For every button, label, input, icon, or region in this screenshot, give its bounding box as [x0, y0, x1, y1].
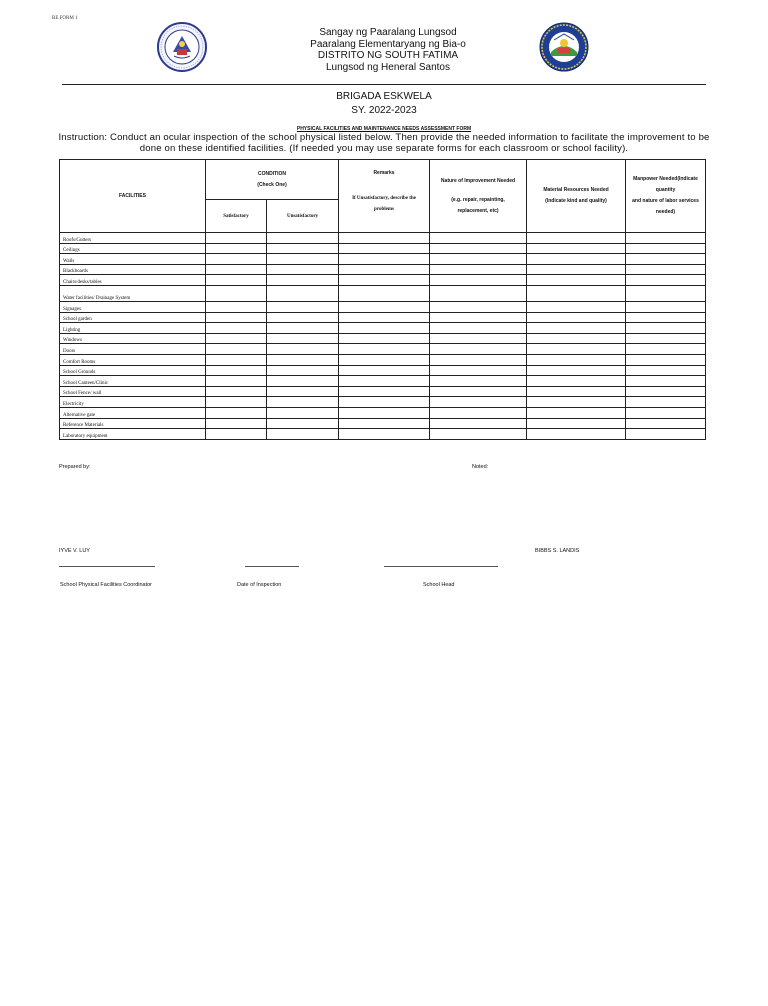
- material-cell[interactable]: [527, 407, 626, 418]
- satisfactory-cell[interactable]: [206, 333, 267, 344]
- facility-label: Lighting: [60, 323, 206, 334]
- facility-label: Roofs/Gutters: [60, 233, 206, 244]
- manpower-cell[interactable]: [626, 407, 706, 418]
- unsatisfactory-cell[interactable]: [267, 407, 339, 418]
- facility-label: Ceilings: [60, 243, 206, 254]
- header-material: Material Resources Needed (Indicate kind and quality): [527, 160, 626, 233]
- preparer-name: IYVE V. LUY: [59, 548, 90, 554]
- material-cell[interactable]: [527, 418, 626, 429]
- facility-label: Walls: [60, 254, 206, 265]
- unsatisfactory-cell[interactable]: [267, 397, 339, 408]
- facility-label: Signages: [60, 301, 206, 312]
- remarks-cell[interactable]: [339, 365, 430, 376]
- satisfactory-cell[interactable]: [206, 407, 267, 418]
- satisfactory-cell[interactable]: [206, 275, 267, 286]
- material-cell[interactable]: [527, 397, 626, 408]
- nature-cell[interactable]: [430, 333, 527, 344]
- material-cell[interactable]: [527, 323, 626, 334]
- remarks-cell[interactable]: [339, 312, 430, 323]
- facility-label: Reference Materials: [60, 418, 206, 429]
- nature-cell[interactable]: [430, 429, 527, 440]
- coordinator-signature-line: [59, 566, 155, 567]
- header-line-district: DISTRITO NG SOUTH FATIMA: [317, 50, 459, 61]
- table-row: [60, 354, 706, 365]
- header-condition: CONDITION (Check One): [206, 160, 339, 200]
- remarks-cell[interactable]: [339, 254, 430, 265]
- satisfactory-cell[interactable]: [206, 418, 267, 429]
- unsatisfactory-cell[interactable]: [267, 429, 339, 440]
- satisfactory-cell[interactable]: [206, 312, 267, 323]
- nature-cell[interactable]: [430, 312, 527, 323]
- table-row: [60, 264, 706, 275]
- unsatisfactory-cell[interactable]: [267, 344, 339, 355]
- nature-cell[interactable]: [430, 376, 527, 387]
- unsatisfactory-cell[interactable]: [267, 312, 339, 323]
- unsatisfactory-cell[interactable]: [267, 233, 339, 244]
- unsatisfactory-cell[interactable]: [267, 376, 339, 387]
- nature-cell[interactable]: [430, 264, 527, 275]
- unsatisfactory-cell[interactable]: [267, 243, 339, 254]
- header-satisfactory: Satisfactory: [206, 200, 267, 233]
- nature-cell[interactable]: [430, 275, 527, 286]
- table-row: [60, 243, 706, 254]
- form-subtitle: PHYSICAL FACILITIES AND MAINTENANCE NEEDS ASSESSMENT FORM: [296, 126, 472, 132]
- coordinator-role: School Physical Facilities Coordinator: [60, 582, 153, 588]
- manpower-cell[interactable]: [626, 429, 706, 440]
- unsatisfactory-cell[interactable]: [267, 354, 339, 365]
- remarks-cell[interactable]: [339, 429, 430, 440]
- table-row: [60, 376, 706, 387]
- material-cell[interactable]: [527, 264, 626, 275]
- school-head-role: School Head: [423, 582, 455, 588]
- material-cell[interactable]: [527, 233, 626, 244]
- head-signature-line: [384, 566, 498, 567]
- table-row: [60, 233, 706, 244]
- school-year: SY. 2022-2023: [351, 105, 417, 116]
- facility-label: Chairs/desks/tables: [60, 275, 206, 286]
- material-cell[interactable]: [527, 285, 626, 301]
- table-row: [60, 365, 706, 376]
- nature-cell[interactable]: [430, 354, 527, 365]
- satisfactory-cell[interactable]: [206, 365, 267, 376]
- facility-label: Windows: [60, 333, 206, 344]
- satisfactory-cell[interactable]: [206, 386, 267, 397]
- unsatisfactory-cell[interactable]: [267, 264, 339, 275]
- remarks-cell[interactable]: [339, 386, 430, 397]
- unsatisfactory-cell[interactable]: [267, 254, 339, 265]
- material-cell[interactable]: [527, 354, 626, 365]
- remarks-cell[interactable]: [339, 407, 430, 418]
- nature-cell[interactable]: [430, 344, 527, 355]
- instruction-text: Instruction: Conduct an ocular inspection of the school physical listed below. Then provide the needed information to facilitate the improvement to be done on these identified facilities. (If needed you may use separate forms for each classroom or school facility).: [58, 132, 710, 154]
- material-cell[interactable]: [527, 275, 626, 286]
- satisfactory-cell[interactable]: [206, 323, 267, 334]
- manpower-cell[interactable]: [626, 264, 706, 275]
- page-title: BRIGADA ESKWELA: [336, 91, 432, 102]
- school-head-name: BIBBS S. LANDIS: [535, 548, 580, 554]
- manpower-cell[interactable]: [626, 354, 706, 365]
- table-row: [60, 407, 706, 418]
- school-seal-icon: [539, 22, 589, 72]
- unsatisfactory-cell[interactable]: [267, 333, 339, 344]
- table-row: [60, 344, 706, 355]
- material-cell[interactable]: [527, 376, 626, 387]
- remarks-cell[interactable]: [339, 376, 430, 387]
- manpower-cell[interactable]: [626, 397, 706, 408]
- inspection-date-label: Date of Inspection: [237, 582, 282, 588]
- table-row: [60, 323, 706, 334]
- remarks-cell[interactable]: [339, 285, 430, 301]
- nature-cell[interactable]: [430, 397, 527, 408]
- noted-label: Noted:: [472, 464, 489, 470]
- manpower-cell[interactable]: [626, 233, 706, 244]
- manpower-cell[interactable]: [626, 312, 706, 323]
- school-header: [260, 27, 516, 73]
- facility-label: Laboratory equipment: [60, 429, 206, 440]
- remarks-cell[interactable]: [339, 344, 430, 355]
- satisfactory-cell[interactable]: [206, 233, 267, 244]
- satisfactory-cell[interactable]: [206, 243, 267, 254]
- remarks-cell[interactable]: [339, 243, 430, 254]
- remarks-cell[interactable]: [339, 275, 430, 286]
- remarks-cell[interactable]: [339, 301, 430, 312]
- material-cell[interactable]: [527, 254, 626, 265]
- manpower-cell[interactable]: [626, 418, 706, 429]
- facility-label: Electricity: [60, 397, 206, 408]
- facility-label: School Canteen/Clinic: [60, 376, 206, 387]
- remarks-cell[interactable]: [339, 323, 430, 334]
- header-nature: Nature of Improvement Needed (e.g. repair, repainting, replacement, etc): [430, 160, 527, 233]
- header-line-city: Lungsod ng Heneral Santos: [326, 61, 450, 73]
- nature-cell[interactable]: [430, 418, 527, 429]
- unsatisfactory-cell[interactable]: [267, 365, 339, 376]
- header-divider: [62, 84, 706, 85]
- manpower-cell[interactable]: [626, 376, 706, 387]
- satisfactory-cell[interactable]: [206, 301, 267, 312]
- facility-label: School garden: [60, 312, 206, 323]
- unsatisfactory-cell[interactable]: [267, 275, 339, 286]
- nature-cell[interactable]: [430, 285, 527, 301]
- material-cell[interactable]: [527, 386, 626, 397]
- header-remarks: Remarks If Unsatisfactory, describe the problems: [339, 160, 430, 233]
- remarks-cell[interactable]: [339, 333, 430, 344]
- facility-label: Alternative gate: [60, 407, 206, 418]
- prepared-by-label: Prepared by:: [59, 464, 91, 470]
- unsatisfactory-cell[interactable]: [267, 285, 339, 301]
- nature-cell[interactable]: [430, 233, 527, 244]
- satisfactory-cell[interactable]: [206, 354, 267, 365]
- remarks-cell[interactable]: [339, 354, 430, 365]
- table-row: [60, 429, 706, 440]
- satisfactory-cell[interactable]: [206, 254, 267, 265]
- facility-label: Blackboards: [60, 264, 206, 275]
- assessment-table: [59, 159, 706, 440]
- date-signature-line: [245, 566, 299, 567]
- table-row: [60, 254, 706, 265]
- table-row: [60, 418, 706, 429]
- manpower-cell[interactable]: [626, 365, 706, 376]
- material-cell[interactable]: [527, 301, 626, 312]
- manpower-cell[interactable]: [626, 254, 706, 265]
- satisfactory-cell[interactable]: [206, 285, 267, 301]
- nature-cell[interactable]: [430, 301, 527, 312]
- manpower-cell[interactable]: [626, 344, 706, 355]
- material-cell[interactable]: [527, 365, 626, 376]
- manpower-cell[interactable]: [626, 386, 706, 397]
- nature-cell[interactable]: [430, 254, 527, 265]
- header-facilities: FACILITIES: [60, 160, 206, 233]
- material-cell[interactable]: [527, 312, 626, 323]
- remarks-cell[interactable]: [339, 418, 430, 429]
- remarks-cell[interactable]: [339, 397, 430, 408]
- header-unsatisfactory: Unsatisfactory: [267, 200, 339, 233]
- deped-seal-icon: [157, 22, 207, 72]
- facility-rows: [60, 233, 706, 440]
- manpower-cell[interactable]: [626, 333, 706, 344]
- satisfactory-cell[interactable]: [206, 344, 267, 355]
- table-row: [60, 386, 706, 397]
- manpower-cell[interactable]: [626, 243, 706, 254]
- header-manpower: Manpower Needed(Indicate quantity and nature of labor services needed): [626, 160, 706, 233]
- material-cell[interactable]: [527, 429, 626, 440]
- manpower-cell[interactable]: [626, 323, 706, 334]
- nature-cell[interactable]: [430, 243, 527, 254]
- unsatisfactory-cell[interactable]: [267, 386, 339, 397]
- facility-label: Doors: [60, 344, 206, 355]
- unsatisfactory-cell[interactable]: [267, 323, 339, 334]
- unsatisfactory-cell[interactable]: [267, 418, 339, 429]
- satisfactory-cell[interactable]: [206, 376, 267, 387]
- nature-cell[interactable]: [430, 365, 527, 376]
- remarks-cell[interactable]: [339, 233, 430, 244]
- facility-label: Comfort Rooms: [60, 354, 206, 365]
- table-row: [60, 275, 706, 286]
- nature-cell[interactable]: [430, 407, 527, 418]
- manpower-cell[interactable]: [626, 275, 706, 286]
- facility-label: Water facilities/ Drainage System: [60, 285, 206, 301]
- table-row: [60, 285, 706, 301]
- material-cell[interactable]: [527, 243, 626, 254]
- remarks-cell[interactable]: [339, 264, 430, 275]
- table-row: [60, 333, 706, 344]
- manpower-cell[interactable]: [626, 301, 706, 312]
- facility-label: School Grounds: [60, 365, 206, 376]
- unsatisfactory-cell[interactable]: [267, 301, 339, 312]
- satisfactory-cell[interactable]: [206, 429, 267, 440]
- satisfactory-cell[interactable]: [206, 264, 267, 275]
- nature-cell[interactable]: [430, 386, 527, 397]
- table-row: [60, 397, 706, 408]
- satisfactory-cell[interactable]: [206, 397, 267, 408]
- header-line-division: Sangay ng Paaralang Lungsod: [319, 27, 457, 38]
- manpower-cell[interactable]: [626, 285, 706, 301]
- material-cell[interactable]: [527, 333, 626, 344]
- form-code: BE FORM 1: [52, 16, 78, 21]
- facility-label: School Fence/ wall: [60, 386, 206, 397]
- nature-cell[interactable]: [430, 323, 527, 334]
- header-line-school: Paaralang Elementaryang ng Bia-o: [310, 38, 466, 50]
- table-row: [60, 312, 706, 323]
- table-row: [60, 301, 706, 312]
- material-cell[interactable]: [527, 344, 626, 355]
